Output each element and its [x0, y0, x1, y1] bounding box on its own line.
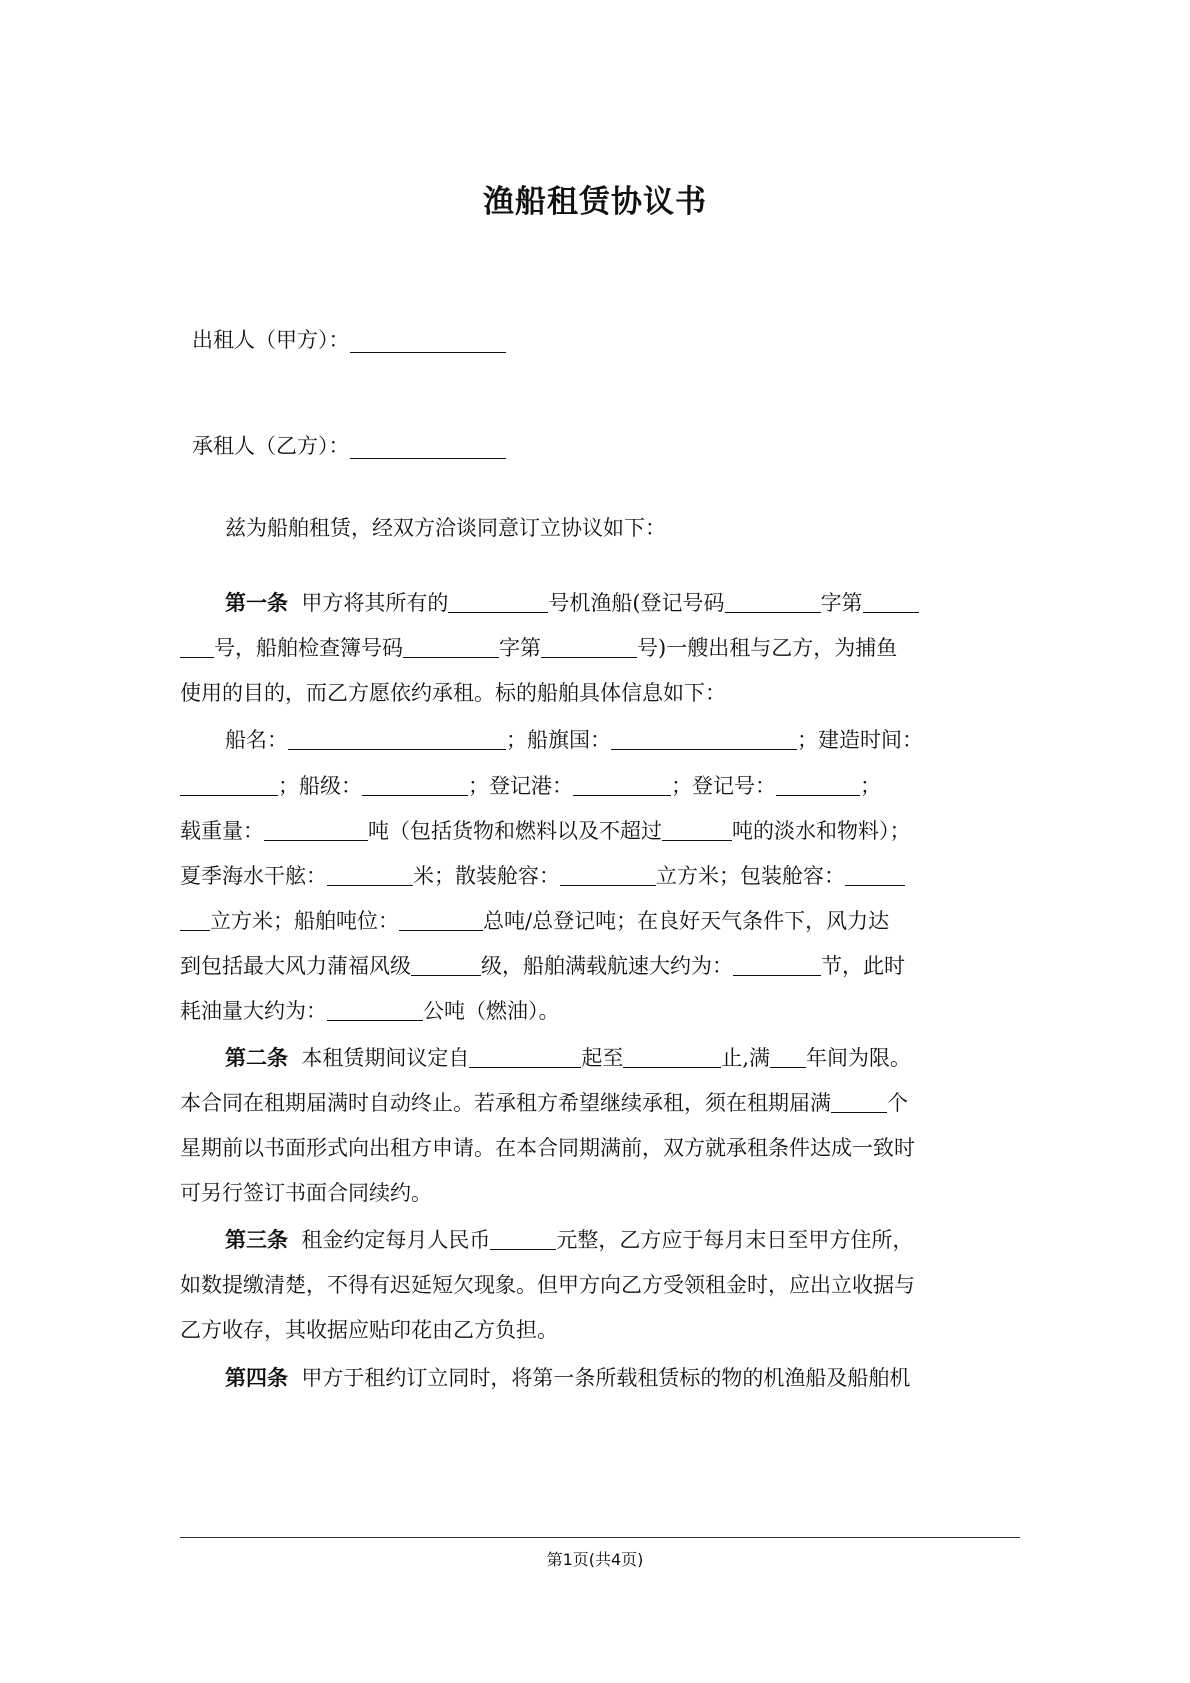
text: 载重量：	[180, 819, 264, 843]
text: 总吨/总登记吨；在良好天气条件下，风力达	[483, 909, 890, 933]
article2-heading: 第二条	[225, 1046, 288, 1070]
class-blank[interactable]	[362, 775, 468, 796]
article1-line10	[180, 996, 560, 1026]
text: 甲方将其所有的	[301, 591, 449, 615]
lessee-label: 承租人（乙方）：	[192, 434, 350, 458]
document-title: 渔船租赁协议书	[483, 184, 707, 220]
text: 级，船舶满载航速大约为：	[481, 954, 733, 978]
article1-line3: 使用的目的，而乙方愿依约承租。标的船舶具体信息如下：	[180, 681, 726, 705]
article3-heading: 第三条	[225, 1228, 288, 1252]
blank-field[interactable]	[180, 637, 214, 658]
bale-blank[interactable]	[845, 865, 905, 886]
page-number: 第1页(共4页)	[546, 1550, 644, 1569]
text: 到包括最大风力蒲福风级	[180, 954, 411, 978]
text: 米；散装舱容：	[413, 864, 560, 888]
article1-line6	[180, 816, 911, 846]
wind-blank[interactable]	[411, 955, 481, 976]
text: 个	[887, 1091, 908, 1115]
article1-line4	[225, 725, 923, 755]
text: 甲方于租约订立同时，将第一条所载租赁标的物的机渔船及船舶机	[301, 1366, 911, 1390]
article2-line4: 可另行签订书面合同续约。	[180, 1181, 432, 1205]
rent-blank[interactable]	[490, 1229, 556, 1250]
lessee-blank[interactable]	[350, 457, 506, 459]
text: 字第	[499, 636, 541, 660]
lessee-line	[192, 430, 506, 460]
intro-paragraph: 兹为船舶租赁，经双方洽谈同意订立协议如下：	[225, 516, 666, 540]
text: 号，船舶检查簿号码	[214, 636, 403, 660]
weeks-blank[interactable]	[831, 1092, 887, 1113]
blank-field[interactable]	[448, 592, 548, 613]
blank-field[interactable]	[863, 592, 919, 613]
text: 公吨（燃油）。	[423, 999, 560, 1023]
article1-line1	[225, 588, 919, 618]
article1-line8	[180, 906, 889, 936]
article1-line2	[180, 633, 897, 663]
years-blank[interactable]	[770, 1047, 806, 1068]
build-time-blank[interactable]	[180, 775, 278, 796]
lessor-label: 出租人（甲方）：	[192, 328, 350, 352]
article3-line3: 乙方收存，其收据应贴印花由乙方负担。	[180, 1318, 558, 1342]
text: ；船级：	[278, 774, 362, 798]
bulk-blank[interactable]	[560, 865, 656, 886]
end-date-blank[interactable]	[623, 1047, 721, 1068]
text: 租金约定每月人民币	[301, 1228, 491, 1252]
text: 起至	[581, 1046, 624, 1070]
text: 节，此时	[821, 954, 905, 978]
article3-line1	[225, 1225, 913, 1255]
text: 号机渔船(登记号码	[548, 591, 725, 615]
text: 本租赁期间议定自	[301, 1046, 470, 1070]
text: 耗油量大约为：	[180, 999, 327, 1023]
text: ；登记港：	[468, 774, 573, 798]
text: 立方米；包装舱容：	[656, 864, 845, 888]
article2-line3: 星期前以书面形式向出租方申请。在本合同期满前，双方就承租条件达成一致时	[180, 1136, 915, 1160]
text: 立方米；船舶吨位：	[210, 909, 399, 933]
article3-line2: 如数提缴清楚，不得有迟延短欠现象。但甲方向乙方受领租金时，应出立收据与	[180, 1273, 915, 1297]
water-blank[interactable]	[662, 820, 732, 841]
text: 止,满	[721, 1046, 771, 1070]
flag-blank[interactable]	[611, 729, 797, 750]
text: 号)一艘出租与乙方，为捕鱼	[637, 636, 898, 660]
footer-divider	[180, 1537, 1020, 1538]
text: ；	[860, 774, 881, 798]
fuel-blank[interactable]	[327, 1000, 423, 1021]
lessor-blank[interactable]	[350, 351, 506, 353]
bale-blank-cont[interactable]	[180, 910, 210, 931]
text: 吨（包括货物和燃料以及不超过	[368, 819, 662, 843]
text: 字第	[820, 591, 863, 615]
article4-heading: 第四条	[225, 1366, 288, 1390]
blank-field[interactable]	[541, 637, 637, 658]
article2-line1	[225, 1043, 911, 1073]
blank-field[interactable]	[725, 592, 821, 613]
text: 元整，乙方应于每月末日至甲方住所，	[556, 1228, 914, 1252]
lessor-line	[192, 324, 506, 354]
article1-heading: 第一条	[225, 591, 288, 615]
reg-no-blank[interactable]	[776, 775, 860, 796]
blank-field[interactable]	[403, 637, 499, 658]
speed-blank[interactable]	[733, 955, 821, 976]
tonnage-blank[interactable]	[399, 910, 483, 931]
start-date-blank[interactable]	[469, 1047, 581, 1068]
freeboard-blank[interactable]	[327, 865, 413, 886]
article4-line1	[225, 1363, 910, 1393]
text: 吨的淡水和物料）；	[732, 819, 911, 843]
ship-name-blank[interactable]	[288, 729, 506, 750]
reg-port-blank[interactable]	[573, 775, 671, 796]
text: ；建造时间：	[797, 728, 923, 752]
text: 船名：	[225, 728, 288, 752]
text: ；船旗国：	[506, 728, 611, 752]
article1-line5	[180, 771, 881, 801]
article1-line7	[180, 861, 905, 891]
text: 本合同在租期届满时自动终止。若承租方希望继续承租，须在租期届满	[180, 1091, 831, 1115]
text: 年间为限。	[806, 1046, 912, 1070]
dwt-blank[interactable]	[264, 820, 368, 841]
text: ；登记号：	[671, 774, 776, 798]
article2-line2	[180, 1088, 908, 1118]
text: 夏季海水干舷：	[180, 864, 327, 888]
article1-line9	[180, 951, 905, 981]
